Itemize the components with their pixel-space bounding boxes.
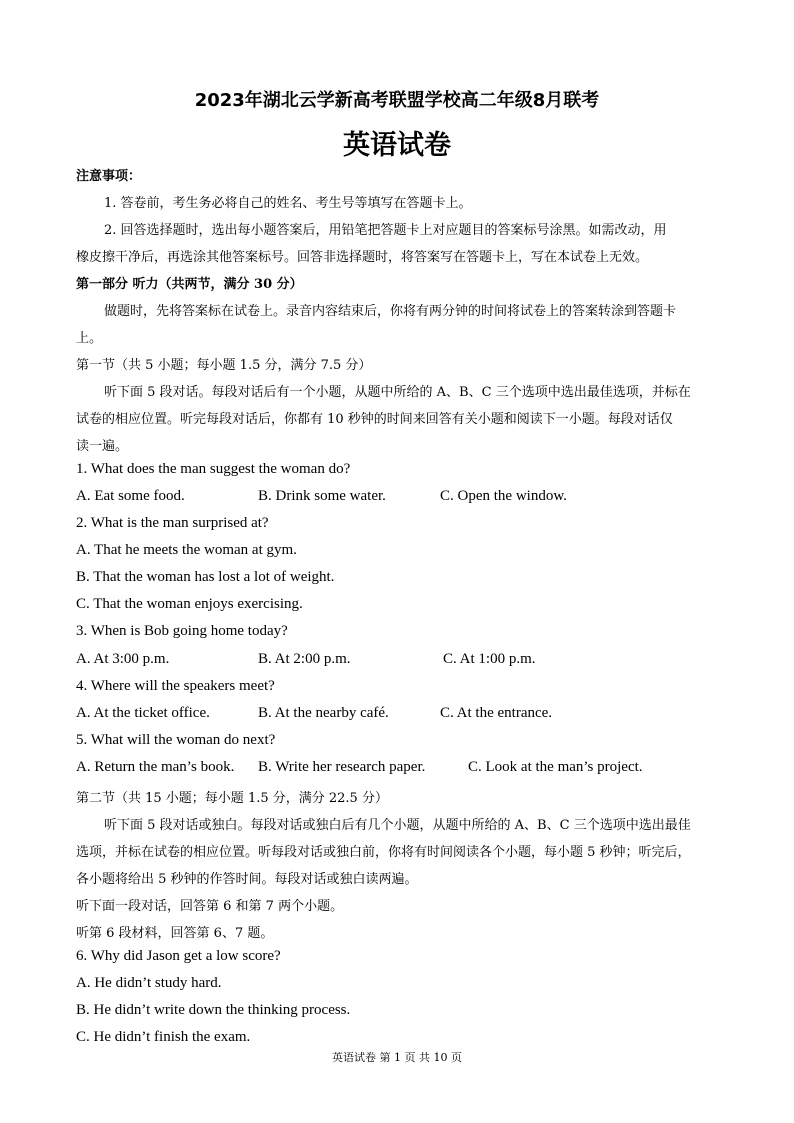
question-6-stem: 6. Why did Jason get a low score? xyxy=(76,948,281,964)
part1-heading: 第一部分 听力（共两节，满分 30 分） xyxy=(76,277,303,292)
part1-intro-line-2: 上。 xyxy=(76,331,103,346)
section2-instructions-line-3: 各小题将给出 5 秒钟的作答时间。每段对话或独白读两遍。 xyxy=(76,872,418,887)
question-1-stem: 1. What does the man suggest the woman do? xyxy=(76,461,351,477)
question-4-option-c: C. At the entrance. xyxy=(440,705,553,721)
notice-item-1: 1. 答卷前，考生务必将自己的姓名、考生号等填写在答题卡上。 xyxy=(104,196,472,211)
question-5-stem: 5. What will the woman do next? xyxy=(76,732,276,748)
section2-note-1: 听下面一段对话，回答第 6 和第 7 两个小题。 xyxy=(76,899,344,914)
section2-instructions-line-2: 选项，并标在试卷的相应位置。听每段对话或独白前，你将有时间阅读各个小题，每小题 5 秒钟；听完后， xyxy=(76,845,691,860)
question-4-option-a: A. At the ticket office. xyxy=(76,705,210,721)
question-5-option-a: A. Return the man’s book. xyxy=(76,759,235,775)
question-2-option-c: C. That the woman enjoys exercising. xyxy=(76,596,303,612)
section1-heading: 第一节（共 5 小题；每小题 1.5 分，满分 7.5 分） xyxy=(76,358,372,373)
question-3-option-c: C. At 1:00 p.m. xyxy=(443,651,536,667)
question-1-option-a: A. Eat some food. xyxy=(76,488,185,504)
section2-instructions-line-1: 听下面 5 段对话或独白。每段对话或独白后有几个小题，从题中所给的 A、B、C 三个选项中选出最佳 xyxy=(104,818,691,833)
question-3-option-a: A. At 3:00 p.m. xyxy=(76,651,170,667)
section1-instructions-line-3: 读一遍。 xyxy=(76,439,129,454)
question-6-option-a: A. He didn’t study hard. xyxy=(76,975,222,991)
question-4-option-b: B. At the nearby café. xyxy=(258,705,389,721)
question-6-option-b: B. He didn’t write down the thinking process. xyxy=(76,1002,351,1018)
exam-subtitle: 英语试卷 xyxy=(343,130,451,161)
section1-instructions-line-2: 试卷的相应位置。听完每段对话后，你都有 10 秒钟的时间来回答有关小题和阅读下一小题。每段对话仅 xyxy=(76,412,673,427)
question-1-option-c: C. Open the window. xyxy=(440,488,567,504)
section2-heading: 第二节（共 15 小题；每小题 1.5 分，满分 22.5 分） xyxy=(76,791,388,806)
section1-instructions-line-1: 听下面 5 段对话。每段对话后有一个小题，从题中所给的 A、B、C 三个选项中选出最佳选项，并标在 xyxy=(104,385,691,400)
question-4-stem: 4. Where will the speakers meet? xyxy=(76,678,275,694)
notice-item-2-line-1: 2. 回答选择题时，选出每小题答案后，用铅笔把答题卡上对应题目的答案标号涂黑。如需改动，用 xyxy=(104,223,667,238)
question-5-option-c: C. Look at the man’s project. xyxy=(468,759,643,775)
question-2-option-b: B. That the woman has lost a lot of weight. xyxy=(76,569,335,585)
question-2-option-a: A. That he meets the woman at gym. xyxy=(76,542,297,558)
question-3-stem: 3. When is Bob going home today? xyxy=(76,623,288,639)
question-1-option-b: B. Drink some water. xyxy=(258,488,386,504)
question-5-option-b: B. Write her research paper. xyxy=(258,759,426,775)
notice-item-2-line-2: 橡皮擦干净后，再选涂其他答案标号。回答非选择题时，将答案写在答题卡上，写在本试卷上无效。 xyxy=(76,250,649,265)
question-6-option-c: C. He didn’t finish the exam. xyxy=(76,1029,251,1045)
question-3-option-b: B. At 2:00 p.m. xyxy=(258,651,351,667)
section2-note-2: 听第 6 段材料，回答第 6、7 题。 xyxy=(76,926,274,941)
page-footer: 英语试卷 第 1 页 共 10 页 xyxy=(332,1051,462,1064)
notice-heading: 注意事项： xyxy=(76,169,142,184)
question-2-stem: 2. What is the man surprised at? xyxy=(76,515,269,531)
exam-title: 2023年湖北云学新高考联盟学校高二年级8月联考 xyxy=(194,90,600,111)
part1-intro-line-1: 做题时，先将答案标在试卷上。录音内容结束后，你将有两分钟的时间将试卷上的答案转涂到答题卡 xyxy=(104,304,677,319)
